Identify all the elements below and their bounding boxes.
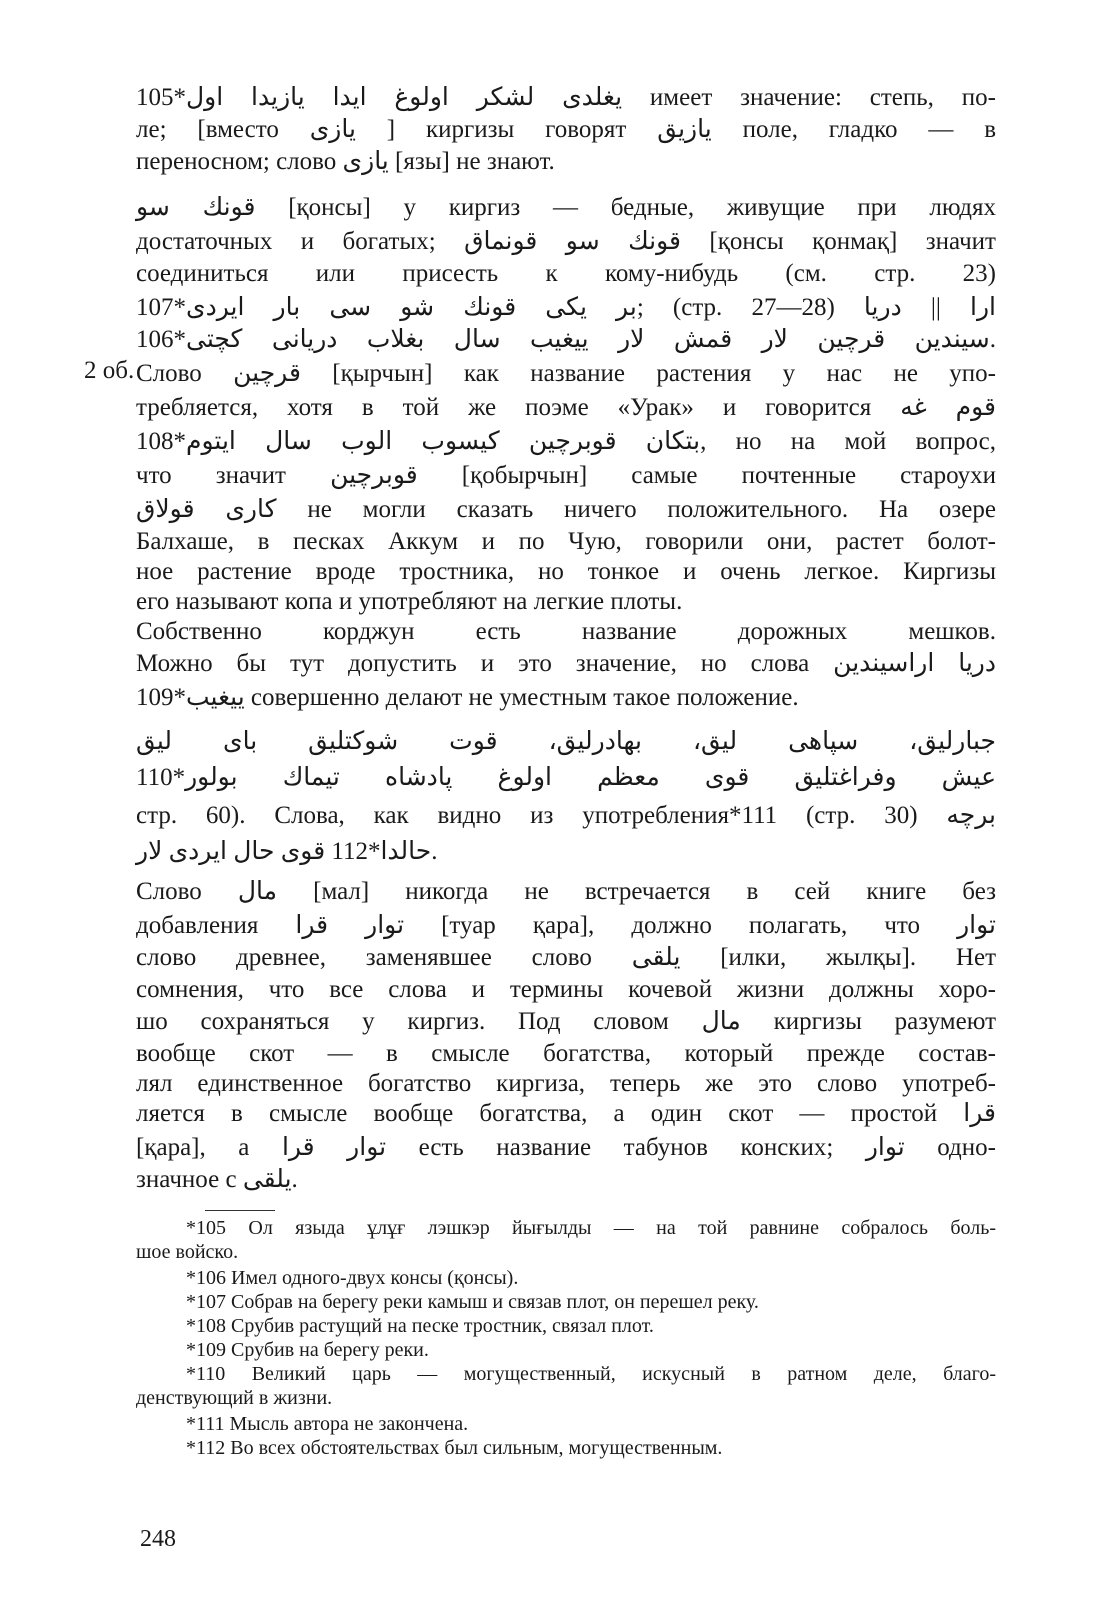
footnote-line: *109 Срубив на берегу реки. [186, 1339, 429, 1361]
text-line: عيش وفراغتليق قوى معظم اولوغ پادشاه تيماك بولور*110 [136, 764, 996, 791]
text-line: سيندين قرچين لار قمش لار ييغيب سال بغلاب دريانى كچتى*106. [136, 326, 996, 353]
text-line: ле; [вместо يازى ] киргизы говорят يازيق поле, гладко — в [136, 116, 996, 143]
text-line: достаточных и богатых; قونك سو قونماق [қонсы қонмақ] значит [136, 228, 996, 255]
text-line: значное с يلقى. [136, 1166, 298, 1193]
text-line: جبارليق، سپاهى ليق، بهادرليق، قوت شوكتليق باى ليق [136, 728, 996, 755]
text-line: шо сохраняться у киргиз. Под словом مال киргизы разумеют [136, 1008, 996, 1035]
text-line: Слово قرچين [қырчын] как название растения у нас не упо- [136, 360, 996, 387]
footnote-line: *111 Мысль автора не закончена. [186, 1413, 469, 1435]
text-line: بر يكى قونك شو سى بار ايردى*107; (стр. 27—28) ارا || دريا [136, 294, 996, 321]
footnote-line: *105 Ол языда ұлұғ лэшкэр йығылды — на той равнине собралось боль- [186, 1217, 996, 1239]
text-line: Можно бы тут допустить и это значение, но слова دريا اراسيندين [136, 650, 996, 677]
text-line: соединиться или присесть к кому-нибудь (см. стр. 23) [136, 260, 996, 287]
text-line: يغلدى لشكر اولوغ ايدا يازيدا اول*105 имеет значение: степь, по- [136, 84, 996, 111]
text-line: بتكان قوبرچين كيسوب الوب سال ايتوم*108, но на мой вопрос, [136, 428, 996, 455]
text-line: ное растение вроде тростника, но тонкое и очень легкое. Киргизы [136, 558, 996, 585]
text-line: стр. 60). Слова, как видно из употребления*111 (стр. 30) برچه [136, 802, 996, 829]
footnote-line: *112 Во всех обстоятельствах был сильным, могущественным. [186, 1437, 723, 1459]
footnote-line: денствующий в жизни. [136, 1387, 333, 1409]
text-line: ляется в смысле вообще богатства, а один скот — простой قرا [136, 1100, 996, 1127]
text-line: сомнения, что все слова и термины кочевой жизни должны хоро- [136, 976, 996, 1003]
footnote-line: *108 Срубив растущий на песке тростник, связал плот. [186, 1315, 654, 1337]
text-line: его называют копа и употребляют на легкие плоты. [136, 588, 683, 615]
footnote-line: *107 Собрав на берегу реки камыш и связав плот, он перешел реку. [186, 1291, 759, 1313]
text-line: [қара], а توار قرا есть название табунов конских; توار одно- [136, 1134, 996, 1161]
text-line: Балхаше, в песках Аккум и по Чую, говорили они, растет болот- [136, 528, 996, 555]
text-line: лял единственное богатство киргиза, теперь же это слово употреб- [136, 1070, 996, 1097]
text-line: قونك سو [қонсы] у киргиз — бедные, живущие при людях [136, 194, 996, 221]
text-line: Слово مال [мал] никогда не встречается в сей книге без [136, 878, 996, 905]
text-line: переносном; слово يازى [язы] не знают. [136, 148, 555, 175]
text-line: Собственно корджун есть название дорожных мешков. [136, 618, 996, 645]
footnote-line: шое войско. [136, 1241, 239, 1263]
page-number: 248 [140, 1526, 176, 1552]
footnote-line: *106 Имел одного-двух консы (қонсы). [186, 1267, 519, 1289]
margin-note: 2 об. [84, 357, 135, 384]
text-line: вообще скот — в смысле богатства, который прежде состав- [136, 1040, 996, 1067]
footnote-rule [205, 1210, 275, 1211]
footnote-line: *110 Великий царь — могущественный, искусный в ратном деле, благо- [186, 1363, 996, 1385]
text-line: слово древнее, заменявшее слово يلقى [илки, жылқы]. Нет [136, 944, 996, 971]
text-line: что значит قوبرچين [қобырчын] самые почтенные староухи [136, 462, 996, 489]
text-line: добавления توار قرا [туар қара], должно полагать, что توار [136, 912, 996, 939]
text-line: كارى قولاق не могли сказать ничего положительного. На озере [136, 496, 996, 523]
text-line: ييغيب*109 совершенно делают не уместным такое положение. [136, 684, 799, 711]
text-line: требляется, хотя в той же поэме «Урак» и говорится قوم غه [136, 394, 997, 421]
text-line: حالدا*112 قوى حال ايردى لار. [136, 838, 438, 865]
